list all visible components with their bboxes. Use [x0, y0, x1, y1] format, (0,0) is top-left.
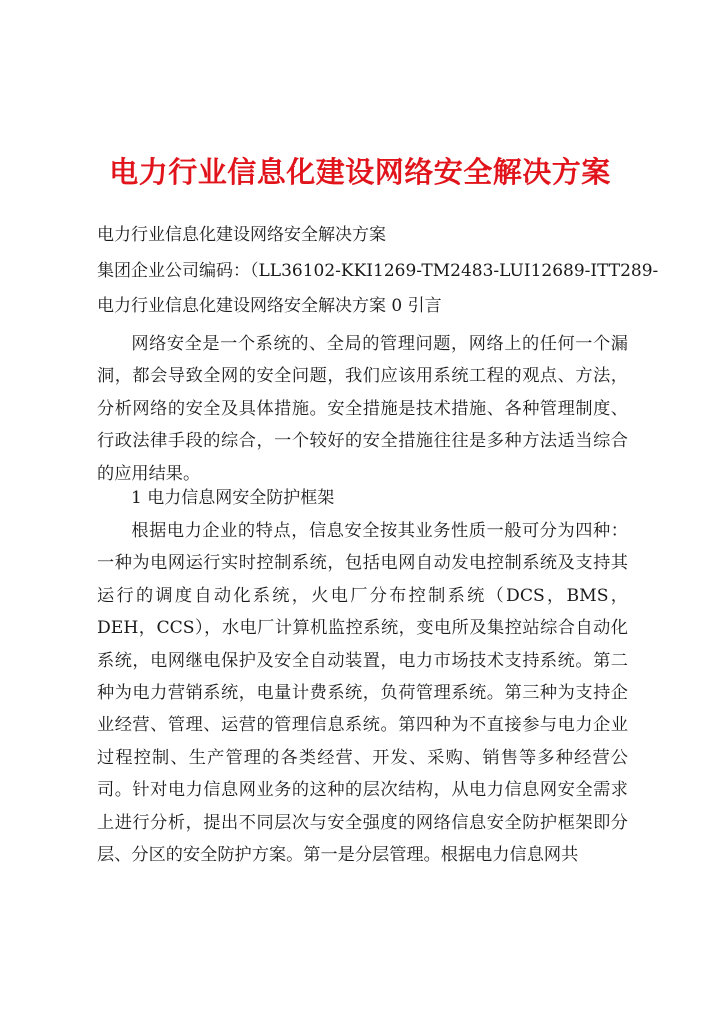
section-heading-framework: 1 电力信息网安全防护框架: [131, 488, 335, 508]
document-subtitle: 电力行业信息化建设网络安全解决方案: [97, 225, 386, 245]
paragraph-network-security: 网络安全是一个系统的、全局的管理问题，网络上的任何一个漏洞，都会导致全网的安全问题，我们应该用系统工程的观点、方法，分析网络的安全及具体措施。安全措施是技术措施、各种管理制度、行政法律手段的综合，一个较好的安全措施往往是多种方法适当综合的应用结果。: [97, 334, 628, 484]
document-title: 电力行业信息化建设网络安全解决方案: [109, 155, 611, 189]
paragraph-framework: 根据电力企业的特点，信息安全按其业务性质一般可分为四种：一种为电网运行实时控制系统，包括电网自动发电控制系统及支持其运行的调度自动化系统，火电厂分布控制系统（DCS，BMS，DEH，CCS），水电厂计算机监控系统，变电所及集控站综合自动化系统，电网继电保护及安全自动装置，电力市场技术支持系统。第二种为电力营销系统，电量计费系统，负荷管理系统。第三种为支持企业经营、管理、运营的管理信息系统。第四种为不直接参与电力企业过程控制、生产管理的各类经营、开发、采购、销售等多种经营公司。针对电力信息网业务的这种的层次结构，从电力信息网安全需求上进行分析，提出不同层次与安全强度的网络信息安全防护框架即分层、分区的安全防护方案。第一是分层管理。根据电力信息网共: [97, 521, 628, 866]
intro-heading: 电力行业信息化建设网络安全解决方案 0 引言: [97, 296, 442, 316]
company-code-line: 集团企业公司编码：（LL36102-KKI1269-TM2483-LUI12689-ITT289-: [97, 261, 659, 281]
